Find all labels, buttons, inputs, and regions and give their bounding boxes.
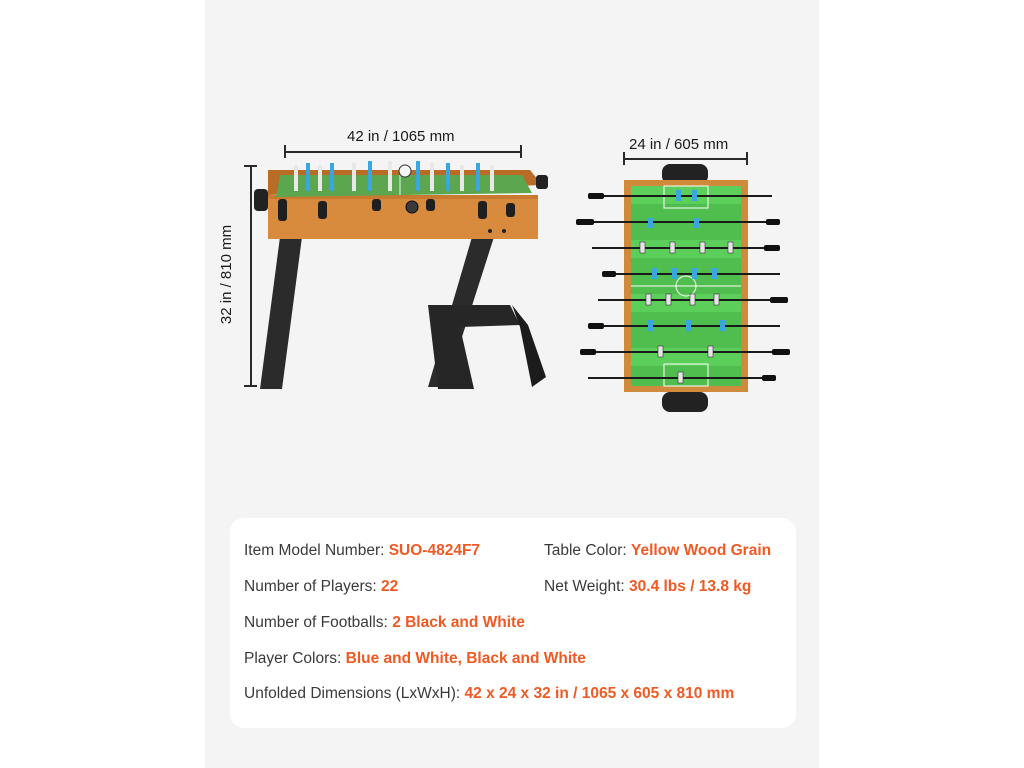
spec-balls-label: Number of Footballs: xyxy=(244,614,393,631)
length-dimension-line xyxy=(285,151,521,153)
spec-player-colors-value: Blue and White, Black and White xyxy=(345,650,586,667)
spec-players-label: Number of Players: xyxy=(244,578,381,595)
spec-unfolded-dimensions xyxy=(244,685,734,703)
spec-color-value: Yellow Wood Grain xyxy=(631,542,772,559)
spec-player-colors xyxy=(244,650,586,668)
height-dimension-label: 32 in / 810 mm xyxy=(218,224,236,325)
specification-card xyxy=(230,518,796,728)
foosball-table-side-view xyxy=(250,155,550,395)
spec-unfolded-label: Unfolded Dimensions (LxWxH): xyxy=(244,685,465,702)
spec-balls-value: 2 Black and White xyxy=(392,614,525,631)
length-dimension-label: 42 in / 1065 mm xyxy=(347,128,455,145)
spec-model-label: Item Model Number: xyxy=(244,542,389,559)
spec-player-colors-label: Player Colors: xyxy=(244,650,346,667)
spec-weight-value: 30.4 lbs / 13.8 kg xyxy=(629,578,752,595)
spec-weight-label: Net Weight: xyxy=(544,578,630,595)
width-dimension-label: 24 in / 605 mm xyxy=(629,136,729,153)
foosball-table-top-view xyxy=(568,160,798,420)
spec-number-of-players xyxy=(244,578,398,596)
spec-unfolded-value: 42 x 24 x 32 in / 1065 x 605 x 810 mm xyxy=(464,685,735,702)
spec-net-weight xyxy=(544,578,751,596)
spec-model-number xyxy=(244,542,480,560)
spec-model-value: SUO-4824F7 xyxy=(388,542,481,559)
spec-table-color xyxy=(544,542,771,560)
spec-number-of-footballs xyxy=(244,614,525,632)
spec-color-label: Table Color: xyxy=(544,542,632,559)
spec-players-value: 22 xyxy=(380,578,399,595)
